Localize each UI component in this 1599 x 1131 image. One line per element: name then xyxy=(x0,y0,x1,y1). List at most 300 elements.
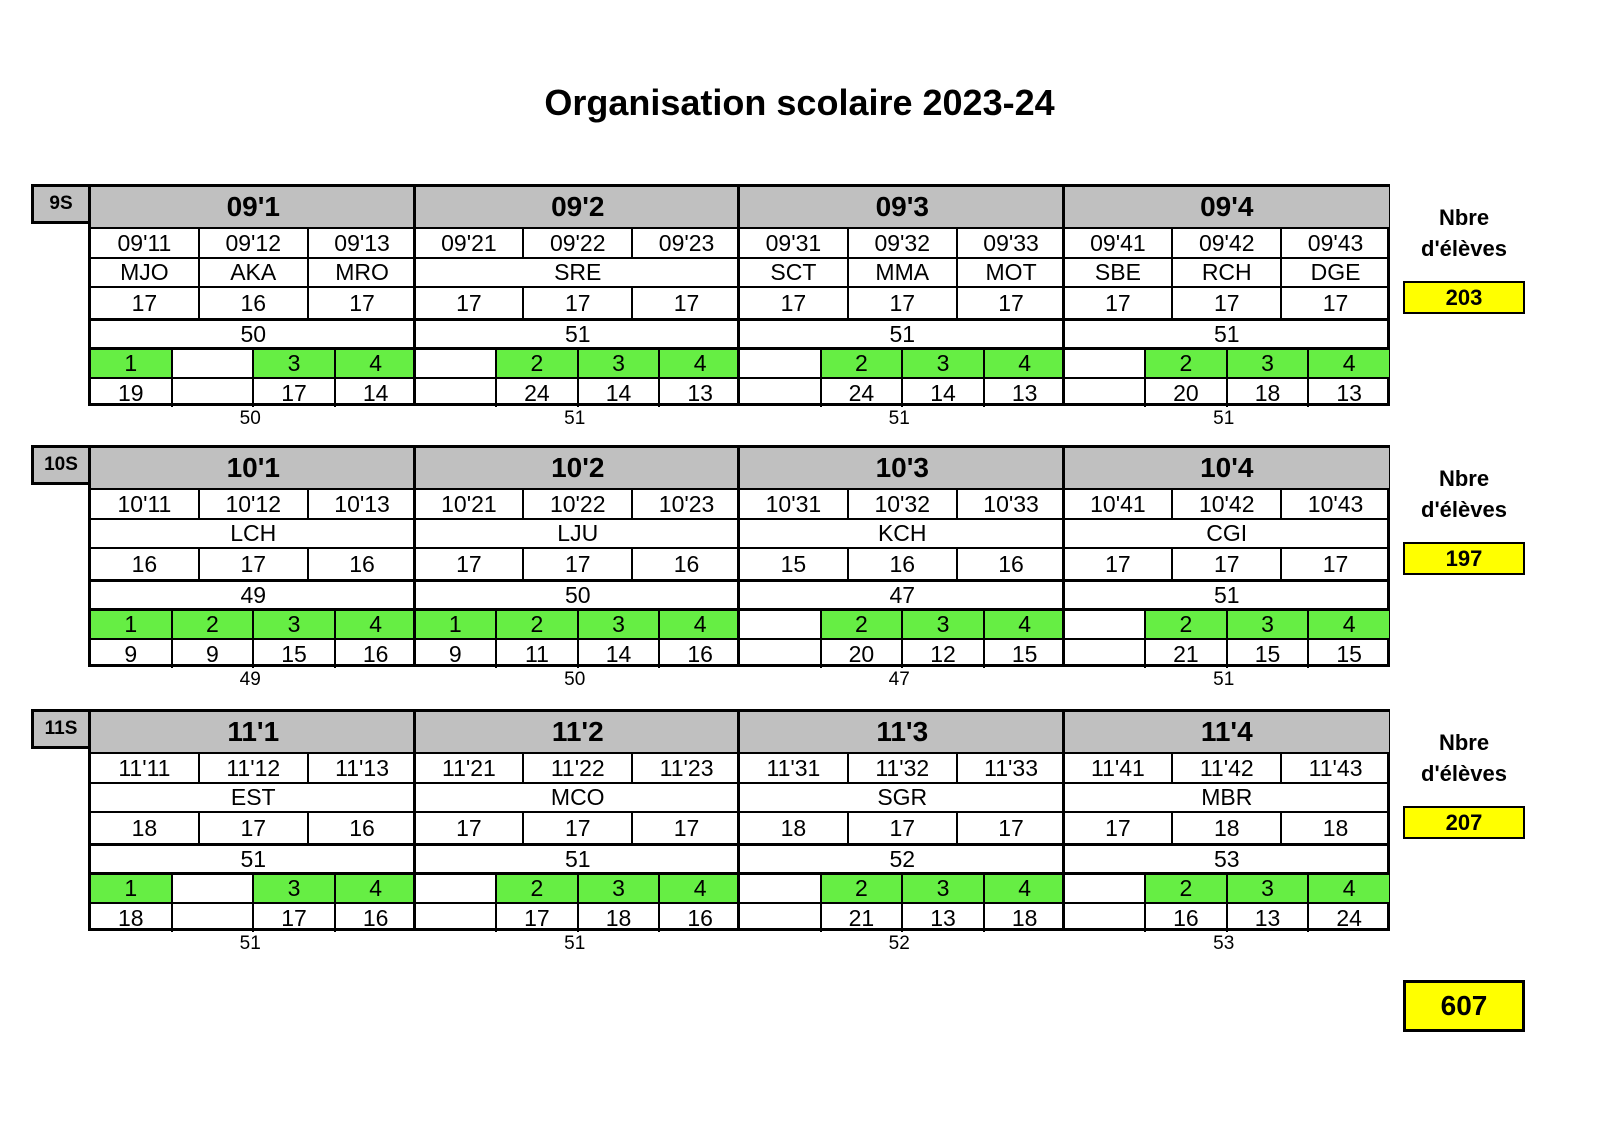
class-sizes-row xyxy=(416,547,741,579)
teacher-code: DGE xyxy=(1280,259,1389,286)
option-count: 15 xyxy=(1307,640,1389,668)
class-size: 17 xyxy=(1105,814,1131,841)
group-name: 09'2 xyxy=(551,191,605,222)
option-counts-row xyxy=(416,638,741,668)
option-count xyxy=(1065,379,1145,407)
teachers-row xyxy=(416,257,741,286)
class-sizes-row xyxy=(1065,286,1390,318)
class-code: 10'21 xyxy=(441,490,497,517)
group-sum: 51 xyxy=(889,321,916,347)
group-sum-row xyxy=(91,579,416,608)
teachers-row xyxy=(1065,518,1390,547)
class-codes-row xyxy=(740,227,1065,257)
students-count-label xyxy=(1399,727,1529,789)
level-label: 9S xyxy=(31,184,91,224)
group-sum: 49 xyxy=(240,582,267,608)
option-count xyxy=(416,904,496,932)
option-count: 21 xyxy=(1144,640,1226,668)
group-sum-row xyxy=(91,843,416,872)
option-number: 4 xyxy=(983,875,1065,902)
class-group xyxy=(91,448,416,667)
option-count: 17 xyxy=(252,904,334,932)
class-size: 18 xyxy=(1280,813,1389,843)
option-count: 14 xyxy=(334,379,416,407)
option-count: 16 xyxy=(1144,904,1226,932)
class-code: 09'41 xyxy=(1090,229,1146,256)
option-count: 19 xyxy=(118,379,144,406)
class-sizes-row xyxy=(1065,547,1390,579)
level-grid xyxy=(88,184,1390,406)
students-count-box: 207 xyxy=(1403,806,1525,839)
option-number: 4 xyxy=(1307,611,1389,638)
teacher-code: LJU xyxy=(557,520,599,546)
options-row xyxy=(416,608,741,638)
group-name: 10'1 xyxy=(226,452,280,483)
option-total: 51 xyxy=(1213,669,1235,690)
teachers-row xyxy=(91,518,416,547)
class-code: 10'12 xyxy=(198,490,307,518)
option-count: 21 xyxy=(820,904,902,932)
option-number: 3 xyxy=(577,875,659,902)
teacher-code: MMA xyxy=(847,259,956,286)
option-number: 1 xyxy=(91,611,171,638)
group-name: 10'4 xyxy=(1200,452,1254,483)
class-sizes-row xyxy=(91,811,416,843)
option-count: 17 xyxy=(252,379,334,407)
group-sum: 51 xyxy=(564,846,591,872)
group-sum: 50 xyxy=(564,582,591,608)
option-number: 1 xyxy=(416,611,496,638)
class-code: 10'22 xyxy=(522,490,631,518)
class-sizes-row xyxy=(91,547,416,579)
level-grid xyxy=(88,709,1390,931)
option-total: 51 xyxy=(1213,408,1235,429)
teachers-row xyxy=(1065,257,1390,286)
teacher-code: MCO xyxy=(550,784,605,810)
group-header-row xyxy=(1065,448,1390,488)
option-number: 2 xyxy=(171,611,253,638)
class-code: 11'12 xyxy=(198,754,307,782)
teacher-code: RCH xyxy=(1171,259,1280,286)
options-row xyxy=(1065,608,1390,638)
option-number xyxy=(740,875,820,902)
option-total: 51 xyxy=(564,933,586,954)
option-number: 3 xyxy=(252,875,334,902)
option-count xyxy=(1065,904,1145,932)
teacher-code: CGI xyxy=(1206,520,1248,546)
class-size: 17 xyxy=(1280,288,1389,318)
group-sum-row xyxy=(1065,579,1390,608)
option-count: 20 xyxy=(820,640,902,668)
option-count xyxy=(1065,640,1145,668)
group-sum-row xyxy=(91,318,416,347)
option-number: 3 xyxy=(901,875,983,902)
option-number: 2 xyxy=(1144,350,1226,377)
class-sizes-row xyxy=(91,286,416,318)
group-name: 10'3 xyxy=(875,452,929,483)
class-size: 16 xyxy=(307,549,416,579)
group-sum: 51 xyxy=(1213,321,1240,347)
class-size: 17 xyxy=(956,288,1065,318)
class-size: 17 xyxy=(956,813,1065,843)
class-code: 10'31 xyxy=(765,490,822,517)
option-counts-row xyxy=(91,638,416,668)
option-count xyxy=(740,640,820,668)
option-count: 9 xyxy=(124,640,138,667)
class-sizes-row xyxy=(740,547,1065,579)
students-count-label-line2: d'élèves xyxy=(1421,761,1507,786)
class-code: 11'21 xyxy=(441,754,496,781)
group-name: 09'4 xyxy=(1200,191,1254,222)
option-counts-row xyxy=(91,377,416,407)
option-number: 2 xyxy=(820,611,902,638)
class-size: 17 xyxy=(522,813,631,843)
option-count: 15 xyxy=(252,640,334,668)
class-code: 10'32 xyxy=(847,490,956,518)
options-row xyxy=(740,347,1065,377)
level-label: 10S xyxy=(31,445,91,485)
class-size: 18 xyxy=(1171,813,1280,843)
group-sum-row xyxy=(740,318,1065,347)
class-code: 09'43 xyxy=(1280,229,1389,257)
option-number: 3 xyxy=(1226,350,1308,377)
class-size: 17 xyxy=(631,813,740,843)
class-size: 17 xyxy=(847,288,956,318)
option-counts-row xyxy=(416,377,741,407)
class-group xyxy=(91,187,416,406)
group-sum-row xyxy=(1065,843,1390,872)
class-code: 11'43 xyxy=(1280,754,1389,782)
option-counts-row xyxy=(91,902,416,932)
class-sizes-row xyxy=(1065,811,1390,843)
group-header-row xyxy=(416,712,741,752)
option-count: 16 xyxy=(658,904,740,932)
option-count xyxy=(416,379,496,407)
class-code: 09'13 xyxy=(307,229,416,257)
class-code: 09'42 xyxy=(1171,229,1280,257)
group-sum-row xyxy=(416,843,741,872)
group-name: 09'1 xyxy=(226,191,280,222)
teacher-code: LCH xyxy=(230,520,277,546)
class-size: 17 xyxy=(522,549,631,579)
class-codes-row xyxy=(91,488,416,518)
option-number xyxy=(740,611,820,638)
level-grid xyxy=(88,445,1390,667)
group-sum: 50 xyxy=(240,321,267,347)
class-code: 11'32 xyxy=(847,754,956,782)
teachers-row xyxy=(416,518,741,547)
group-header-row xyxy=(740,448,1065,488)
class-code: 09'21 xyxy=(441,229,497,256)
class-size: 18 xyxy=(131,814,158,841)
group-sum: 51 xyxy=(564,321,591,347)
teacher-code: KCH xyxy=(877,520,927,546)
class-size: 16 xyxy=(198,288,307,318)
group-header-row xyxy=(740,187,1065,227)
class-codes-row xyxy=(740,488,1065,518)
option-number xyxy=(740,350,820,377)
class-group xyxy=(413,187,741,406)
teachers-row xyxy=(740,782,1065,811)
option-counts-row xyxy=(1065,377,1390,407)
teacher-code: SCT xyxy=(770,259,817,285)
class-group xyxy=(413,712,741,931)
option-count: 11 xyxy=(495,640,577,668)
students-count-label xyxy=(1399,202,1529,264)
option-count: 18 xyxy=(577,904,659,932)
option-count: 24 xyxy=(495,379,577,407)
class-codes-row xyxy=(1065,752,1390,782)
class-code: 09'23 xyxy=(631,229,740,257)
students-count-label-line1: Nbre xyxy=(1438,466,1490,491)
option-count: 24 xyxy=(1307,904,1389,932)
option-number: 3 xyxy=(577,350,659,377)
option-count: 18 xyxy=(118,904,144,931)
class-code: 10'41 xyxy=(1090,490,1146,517)
class-group xyxy=(737,712,1065,931)
students-count-label xyxy=(1399,463,1529,525)
option-number xyxy=(171,875,253,902)
option-number: 3 xyxy=(1226,611,1308,638)
teachers-row xyxy=(740,518,1065,547)
class-sizes-row xyxy=(416,286,741,318)
options-row xyxy=(416,347,741,377)
students-count-label-line2: d'élèves xyxy=(1421,497,1507,522)
option-total: 50 xyxy=(564,669,586,690)
options-row xyxy=(740,872,1065,902)
option-number: 1 xyxy=(91,875,171,902)
class-code: 10'42 xyxy=(1171,490,1280,518)
class-sizes-row xyxy=(740,286,1065,318)
option-number: 1 xyxy=(91,350,171,377)
option-counts-row xyxy=(416,902,741,932)
class-size: 17 xyxy=(631,288,740,318)
option-count: 24 xyxy=(820,379,902,407)
option-number: 4 xyxy=(658,611,740,638)
class-size: 16 xyxy=(956,549,1065,579)
class-code: 10'11 xyxy=(117,490,172,517)
option-count: 13 xyxy=(1226,904,1308,932)
teachers-row xyxy=(91,782,416,811)
option-count: 15 xyxy=(983,640,1065,668)
option-total: 47 xyxy=(888,669,910,690)
group-sum-row xyxy=(416,579,741,608)
option-total: 53 xyxy=(1213,933,1235,954)
option-count: 16 xyxy=(334,640,416,668)
class-code: 11'23 xyxy=(631,754,740,782)
group-sum: 53 xyxy=(1213,846,1240,872)
group-header-row xyxy=(1065,712,1390,752)
class-size: 17 xyxy=(456,814,482,841)
option-count xyxy=(740,904,820,932)
option-total: 51 xyxy=(239,933,261,954)
class-size: 17 xyxy=(780,289,807,316)
option-number xyxy=(1065,350,1145,377)
class-sizes-row xyxy=(740,811,1065,843)
students-count-label-line2: d'élèves xyxy=(1421,236,1507,261)
option-count: 15 xyxy=(1226,640,1308,668)
group-sum: 52 xyxy=(889,846,916,872)
teachers-row xyxy=(740,257,1065,286)
teachers-row xyxy=(91,257,416,286)
option-number: 2 xyxy=(1144,875,1226,902)
option-number: 4 xyxy=(983,350,1065,377)
class-size: 18 xyxy=(780,814,807,841)
option-count: 13 xyxy=(901,904,983,932)
level-label: 11S xyxy=(31,709,91,749)
option-total: 49 xyxy=(239,669,261,690)
class-size: 16 xyxy=(847,549,956,579)
class-group xyxy=(91,712,416,931)
class-group xyxy=(1062,448,1390,667)
option-count xyxy=(171,379,253,407)
group-name: 10'2 xyxy=(551,452,605,483)
teachers-row xyxy=(416,782,741,811)
students-count-box: 197 xyxy=(1403,542,1525,575)
class-code: 11'31 xyxy=(766,754,821,781)
option-number: 4 xyxy=(658,875,740,902)
class-group xyxy=(1062,712,1390,931)
group-header-row xyxy=(91,448,416,488)
class-size: 17 xyxy=(847,813,956,843)
class-code: 09'22 xyxy=(522,229,631,257)
options-row xyxy=(91,872,416,902)
option-number: 4 xyxy=(334,875,416,902)
option-number: 2 xyxy=(495,350,577,377)
students-count-label-line1: Nbre xyxy=(1438,730,1490,755)
option-number xyxy=(416,875,496,902)
class-group xyxy=(737,448,1065,667)
option-number xyxy=(171,350,253,377)
options-row xyxy=(91,608,416,638)
class-size: 17 xyxy=(307,288,416,318)
option-number: 3 xyxy=(252,611,334,638)
option-number: 2 xyxy=(1144,611,1226,638)
option-total: 51 xyxy=(888,408,910,429)
class-codes-row xyxy=(91,752,416,782)
class-codes-row xyxy=(416,488,741,518)
option-count xyxy=(740,379,820,407)
class-code: 11'33 xyxy=(956,754,1065,782)
option-count: 12 xyxy=(901,640,983,668)
class-code: 11'41 xyxy=(1090,754,1145,781)
group-sum: 51 xyxy=(240,846,267,872)
option-number: 3 xyxy=(577,611,659,638)
option-counts-row xyxy=(1065,638,1390,668)
group-name: 11'2 xyxy=(551,716,604,747)
teacher-code: MJO xyxy=(120,259,169,285)
option-total: 50 xyxy=(239,408,261,429)
group-header-row xyxy=(91,187,416,227)
class-size: 17 xyxy=(1280,549,1389,579)
class-code: 09'11 xyxy=(117,229,172,256)
teacher-code: MRO xyxy=(307,259,416,286)
option-number: 4 xyxy=(1307,350,1389,377)
option-count: 17 xyxy=(495,904,577,932)
option-count: 13 xyxy=(1307,379,1389,407)
teacher-code: SRE xyxy=(554,259,602,285)
class-group xyxy=(737,187,1065,406)
group-header-row xyxy=(91,712,416,752)
students-count-label-line1: Nbre xyxy=(1438,205,1490,230)
class-code: 10'23 xyxy=(631,490,740,518)
group-sum-row xyxy=(416,318,741,347)
class-code: 11'11 xyxy=(118,754,171,781)
class-size: 16 xyxy=(631,549,740,579)
grand-total-box: 607 xyxy=(1403,980,1525,1032)
class-group xyxy=(413,448,741,667)
group-name: 11'4 xyxy=(1200,716,1253,747)
option-number: 2 xyxy=(820,875,902,902)
teacher-code: SGR xyxy=(877,784,928,810)
option-total: 51 xyxy=(564,408,586,429)
group-header-row xyxy=(740,712,1065,752)
teachers-row xyxy=(1065,782,1390,811)
option-count: 16 xyxy=(334,904,416,932)
class-size: 16 xyxy=(307,813,416,843)
class-size: 17 xyxy=(1105,289,1131,316)
page-title: Organisation scolaire 2023-24 xyxy=(544,82,1055,123)
group-header-row xyxy=(1065,187,1390,227)
class-size: 17 xyxy=(131,289,158,316)
group-header-row xyxy=(416,187,741,227)
option-count: 14 xyxy=(577,379,659,407)
class-size: 17 xyxy=(198,813,307,843)
class-code: 09'31 xyxy=(765,229,822,256)
group-sum-row xyxy=(1065,318,1390,347)
class-size: 17 xyxy=(456,289,482,316)
option-number: 4 xyxy=(334,350,416,377)
group-sum: 47 xyxy=(889,582,916,608)
class-sizes-row xyxy=(416,811,741,843)
option-count: 13 xyxy=(658,379,740,407)
class-code: 11'42 xyxy=(1171,754,1280,782)
option-number: 3 xyxy=(1226,875,1308,902)
class-size: 16 xyxy=(131,550,158,577)
teacher-code: MBR xyxy=(1201,784,1253,810)
group-name: 11'1 xyxy=(227,716,280,747)
class-size: 17 xyxy=(456,550,482,577)
class-size: 17 xyxy=(198,549,307,579)
option-count: 14 xyxy=(577,640,659,668)
option-count: 20 xyxy=(1144,379,1226,407)
options-row xyxy=(91,347,416,377)
class-code: 11'13 xyxy=(307,754,416,782)
class-code: 11'22 xyxy=(522,754,631,782)
option-total: 52 xyxy=(888,933,910,954)
group-sum-row xyxy=(740,579,1065,608)
option-number: 2 xyxy=(820,350,902,377)
option-count: 16 xyxy=(658,640,740,668)
class-size: 17 xyxy=(522,288,631,318)
option-number: 4 xyxy=(658,350,740,377)
option-number: 2 xyxy=(495,875,577,902)
class-size: 17 xyxy=(1171,549,1280,579)
option-count: 9 xyxy=(171,640,253,668)
teacher-code: MOT xyxy=(956,259,1065,286)
option-number: 4 xyxy=(334,611,416,638)
option-count: 13 xyxy=(983,379,1065,407)
option-number xyxy=(1065,875,1145,902)
class-code: 09'32 xyxy=(847,229,956,257)
option-number: 3 xyxy=(901,350,983,377)
class-codes-row xyxy=(416,227,741,257)
options-row xyxy=(416,872,741,902)
class-code: 09'12 xyxy=(198,229,307,257)
class-code: 10'33 xyxy=(956,490,1065,518)
class-codes-row xyxy=(1065,488,1390,518)
class-size: 17 xyxy=(1105,550,1131,577)
